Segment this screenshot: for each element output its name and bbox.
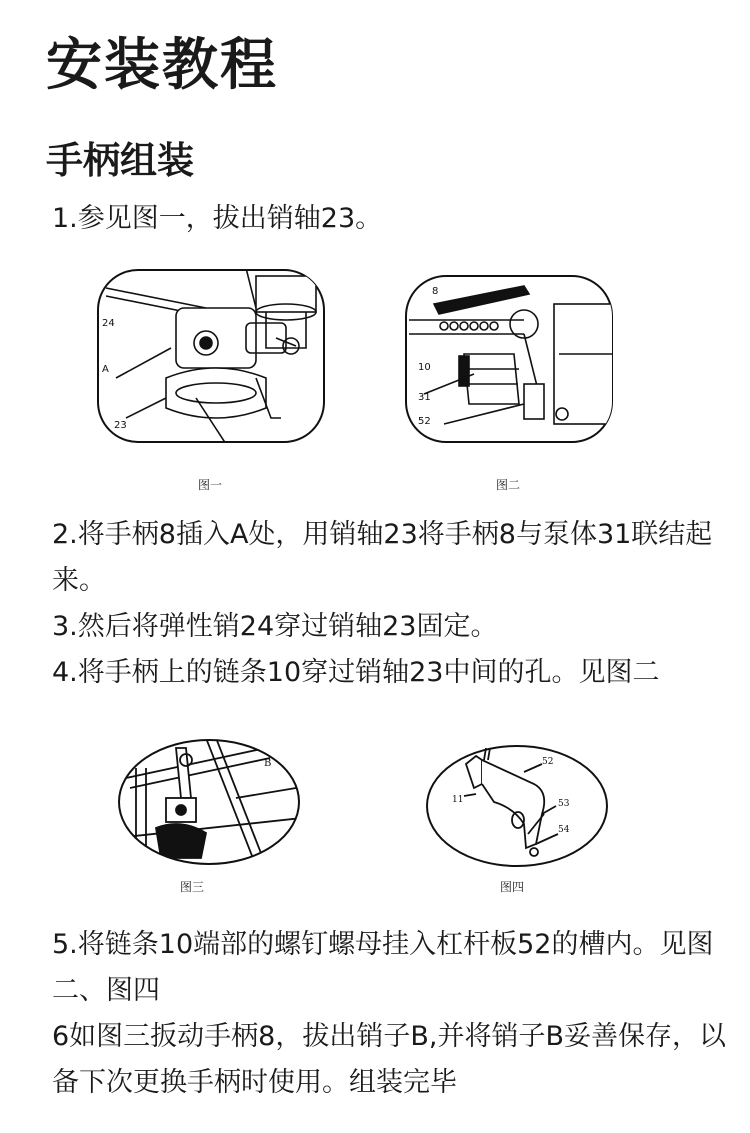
step-4: 4.将手柄上的链条10穿过销轴23中间的孔。见图二 [52, 657, 660, 688]
figure-3-drawing [116, 738, 302, 866]
figure-4-drawing [424, 744, 610, 868]
label-10: 10 [418, 362, 431, 373]
label-54: 54 [558, 825, 570, 835]
label-23: 23 [114, 420, 127, 431]
step-5: 5.将链条10端部的螺钉螺母挂入杠杆板52的槽内。见图二、图四 [52, 929, 714, 1006]
figure-1-caption: 图一 [197, 478, 222, 492]
step-2: 2.将手柄8插入A处，用销轴23将手柄8与泵体31联结起来。 [52, 519, 713, 596]
section-heading: 手柄组装 [46, 139, 194, 182]
page-title: 安装教程 [46, 33, 278, 98]
figure-3 [116, 738, 302, 866]
figure-2-caption: 图二 [495, 478, 520, 492]
step-3: 3.然后将弹性销24穿过销轴23固定。 [52, 611, 498, 642]
step-1: 1.参见图一，拔出销轴23。 [52, 203, 383, 234]
label-24: 24 [102, 318, 115, 329]
label-31: 31 [418, 392, 431, 403]
figure-4-caption: 图四 [499, 880, 524, 894]
label-52: 52 [418, 416, 431, 427]
label-52: 52 [542, 757, 554, 767]
figure-3-caption: 图三 [179, 880, 204, 894]
figure-4 [424, 744, 610, 868]
figure-2-drawing [404, 274, 614, 444]
label-A: A [102, 364, 109, 375]
step-6: 6如图三扳动手柄8，拔出销子B,并将销子B妥善保存，以备下次更换手柄时使用。组装完毕 [52, 1021, 726, 1098]
figure-1-drawing [96, 268, 326, 444]
figure-2 [404, 274, 614, 444]
label-8: 8 [432, 286, 439, 297]
figure-1 [96, 268, 326, 444]
label-53: 53 [558, 799, 570, 809]
label-B: B [264, 758, 272, 769]
label-11: 11 [452, 795, 464, 805]
